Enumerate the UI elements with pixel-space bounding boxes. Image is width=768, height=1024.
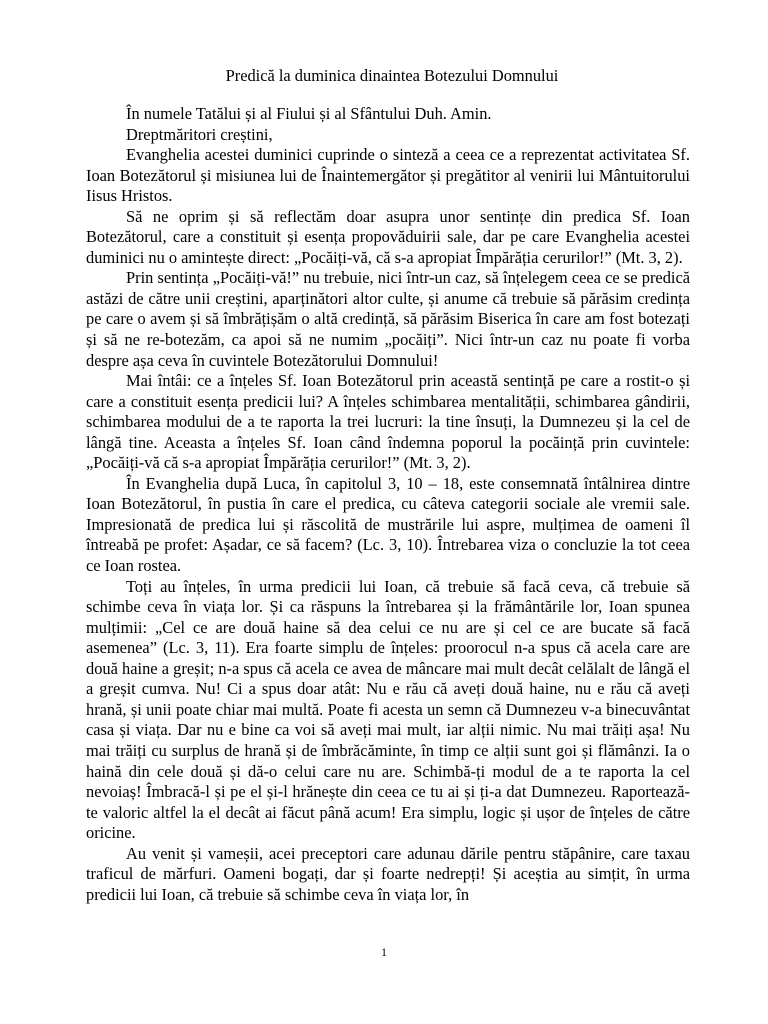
document-page — [86, 66, 690, 905]
paragraph: Prin sentința „Pocăiți-vă!” nu trebuie, nici într-un caz, să înțelegem ceea ce se predică astăzi de către unii creștini, aparținători altor culte, și anume că trebuie să părăsim credința pe care o avem și să îmbrățișăm o altă credință, să părăsim Biserica în care am fost botezați și să ne re-botezăm, ca apoi să ne numim „pocăiți”. Nici într-un caz nu poate fi vorba despre așa ceva în cuvintele Botezătorului Domnului! — [86, 268, 690, 370]
paragraph: Evanghelia acestei duminici cuprinde o sinteză a ceea ce a reprezentat activitatea Sf. Ioan Botezătorul și misiunea lui de Înaintemergător și pregătitor al venirii lui Mântuitorului Iisus Hristos. — [86, 145, 690, 206]
paragraph-salutation: Dreptmăritori creștini, — [126, 124, 273, 144]
paragraph: În Evanghelia după Luca, în capitolul 3, 10 – 18, este consemnată întâlnirea dintre Ioan Botezătorul, în pustia în care el predica, cu câteva categorii sociale ale vremii sale. Impresionată de predica lui și răscolită de mustrările lui aspre, mulțimea de oameni îl întreabă pe profet: Așadar, ce să facem? (Lc. 3, 10). Întrebarea viza o concluzie la tot ceea ce Ioan rostea. — [86, 473, 690, 576]
page-number: 1 — [381, 945, 387, 959]
document-title: Predică la duminica dinaintea Botezului Domnului — [225, 66, 559, 85]
paragraph-continued: Au venit și vameșii, acei preceptori care adunau dările pentru stăpânire, care taxau traficul de mărfuri. Oameni bogați, dar și foarte nedrepți! Și aceștia au simțit, în urma predicii lui Ioan, că trebuie să schimbe ceva în viața lor, în — [86, 843, 690, 904]
paragraph-invocation: În numele Tatălui și al Fiului și al Sfântului Duh. Amin. — [126, 104, 492, 123]
document-body — [86, 104, 690, 905]
paragraph: Mai întâi: ce a înțeles Sf. Ioan Botezătorul prin această sentință pe care a rostit-o și care a constituit esența predicii lui? A înțeles schimbarea mentalității, schimbarea gândirii, schimbarea modului de a te raporta la trei lucruri: la tine însuți, la Dumnezeu și la cel de lângă tine. Aceasta a înțeles Sf. Ioan când îndemna poporul la pocăință prin cuvintele: „Pocăiți-vă că s-a apropiat Împărăția cerurilor!” (Mt. 3, 2). — [86, 371, 690, 473]
paragraph: Să ne oprim și să reflectăm doar asupra unor sentințe din predica Sf. Ioan Botezătorul, care a constituit și esența propovăduirii sale, dar pe care Evanghelia acestei duminici nu o amintește direct: „Pocăiți-vă, că s-a apropiat Împărăția cerurilor!” (Mt. 3, 2). — [86, 206, 690, 267]
paragraph: Toți au înțeles, în urma predicii lui Ioan, că trebuie să facă ceva, că trebuie să schimbe ceva în viața lor. Și ca răspuns la întrebarea și la frământările lor, Ioan spunea mulțimii: „Cel ce are două haine să dea celui ce nu are și cel ce are bucate să facă asemenea” (Lc. 3, 11). Era foarte simplu de înțeles: proorocul n-a spus că acela care are două haine a greșit; n-a spus că acela ce avea de mâncare mai mult decât celălalt de lângă el a greșit cumva. Nu! Ci a spus doar atât: Nu e rău că aveți două haine, nu e rău că aveți hrană, și unii poate chiar mai multă. Poate fi acesta un semn că Dumnezeu v-a binecuvântat casa și viața. Dar nu e bine ca voi să aveți mai mult, iar alții nimic. Nu mai trăiți așa! Nu mai trăiți cu surplus de hrană și de îmbrăcăminte, în timp ce alții sunt goi și flămânzi. Ia o haină din cele două și dă-o celui care nu are. Schimbă-ți modul de a te raporta la cel nevoiaș! Îmbracă-l și pe el și-l hrănește din ceea ce tu ai și ți-a dat Dumnezeu. Raportează-te valoric altfel la el decât ai făcut până acum! Era simplu, logic și ușor de înțeles de către oricine. — [86, 576, 690, 843]
